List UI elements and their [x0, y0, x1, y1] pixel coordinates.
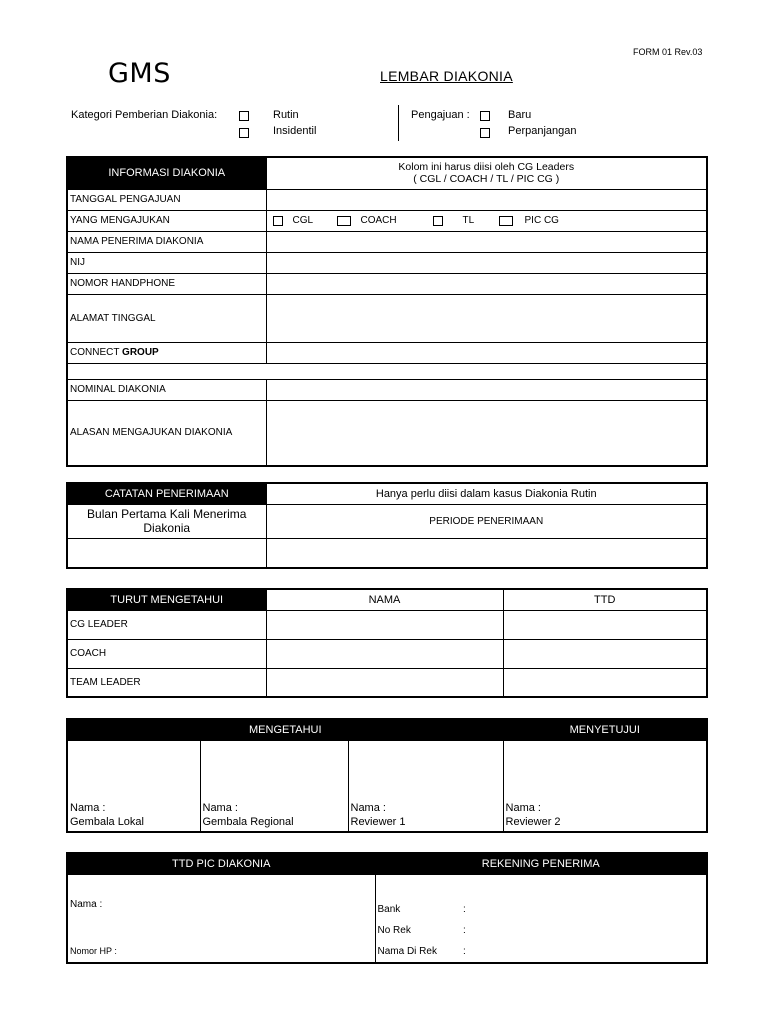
insidentil-checkbox[interactable]: [239, 128, 249, 138]
nama-penerima-field[interactable]: [266, 231, 707, 252]
page-title: LEMBAR DIAKONIA: [380, 68, 513, 84]
bulan-pertama-label: Bulan Pertama Kali Menerima Diakonia: [67, 504, 266, 538]
nij-label: NIJ: [67, 252, 266, 273]
gembala-lokal-sign[interactable]: Nama : Gembala Lokal: [67, 740, 200, 832]
nominal-field[interactable]: [266, 379, 707, 400]
bulan-pertama-field[interactable]: [67, 538, 266, 568]
catatan-table: [66, 482, 708, 569]
informasi-header: INFORMASI DIAKONIA: [67, 157, 266, 189]
catatan-header: CATATAN PENERIMAAN: [67, 483, 266, 504]
connect-group-label: CONNECT GROUP: [67, 342, 266, 363]
nomor-hp-label: NOMOR HANDPHONE: [67, 273, 266, 294]
connect-group-field[interactable]: [266, 342, 707, 363]
coach-ttd-field[interactable]: [503, 639, 707, 668]
nama-penerima-label: NAMA PENERIMA DIAKONIA: [67, 231, 266, 252]
coach-checkbox[interactable]: [337, 216, 351, 226]
alasan-label: ALASAN MENGAJUKAN DIAKONIA: [67, 400, 266, 466]
perpanjangan-checkbox[interactable]: [480, 128, 490, 138]
team-leader-nama-field[interactable]: [266, 668, 503, 697]
tanggal-field[interactable]: [266, 189, 707, 210]
turut-header: TURUT MENGETAHUI: [67, 589, 266, 610]
spacer-row: [67, 363, 707, 379]
turut-table: [66, 588, 708, 698]
pic-cg-checkbox[interactable]: [499, 216, 513, 226]
rutin-checkbox[interactable]: [239, 111, 249, 121]
baru-label: Baru: [508, 109, 532, 121]
informasi-table: [66, 156, 708, 467]
form-code: FORM 01 Rev.03: [633, 47, 703, 57]
reviewer-1-sign[interactable]: Nama : Reviewer 1: [348, 740, 503, 832]
team-leader-ttd-field[interactable]: [503, 668, 707, 697]
bank-colon: :: [463, 903, 466, 915]
pengajuan-label: Pengajuan :: [411, 109, 470, 121]
pic-cg-label: PIC CG: [524, 215, 559, 226]
team-leader-label: TEAM LEADER: [67, 668, 266, 697]
nij-field[interactable]: [266, 252, 707, 273]
nominal-label: NOMINAL DIAKONIA: [67, 379, 266, 400]
cgl-label: CGL: [292, 215, 314, 226]
menyetujui-header: MENYETUJUI: [503, 719, 707, 740]
pic-table: [66, 852, 708, 964]
coach-nama-field[interactable]: [266, 639, 503, 668]
tanggal-label: TANGGAL PENGAJUAN: [67, 189, 266, 210]
alamat-field[interactable]: [266, 294, 707, 342]
cgl-checkbox[interactable]: [273, 216, 283, 226]
nama-column-header: NAMA: [266, 589, 503, 610]
reviewer-2-sign[interactable]: Nama : Reviewer 2: [503, 740, 707, 832]
no-rek-label: No Rek: [377, 924, 411, 936]
approval-table: [66, 718, 708, 833]
rekening-values[interactable]: [461, 874, 707, 963]
alasan-field[interactable]: [266, 400, 707, 466]
cg-leader-label: CG LEADER: [67, 610, 266, 639]
coach-label: COACH: [360, 215, 397, 226]
pic-nama-label: Nama :: [70, 898, 103, 910]
baru-checkbox[interactable]: [480, 111, 490, 121]
cg-leader-ttd-field[interactable]: [503, 610, 707, 639]
coach-label: COACH: [67, 639, 266, 668]
perpanjangan-label: Perpanjangan: [508, 125, 577, 137]
ttd-pic-header: TTD PIC DIAKONIA: [67, 853, 375, 874]
bank-label: Bank: [377, 903, 401, 915]
nama-rek-colon: :: [463, 945, 466, 957]
periode-label: PERIODE PENERIMAAN: [266, 504, 707, 538]
pic-sign-field[interactable]: [67, 874, 375, 963]
nomor-hp-field[interactable]: [266, 273, 707, 294]
pic-hp-label: Nomor HP :: [70, 945, 117, 956]
mengetahui-header: MENGETAHUI: [67, 719, 503, 740]
catatan-note: Hanya perlu diisi dalam kasus Diakonia Rutin: [266, 483, 707, 504]
alamat-label: ALAMAT TINGGAL: [67, 294, 266, 342]
gembala-regional-sign[interactable]: Nama : Gembala Regional: [200, 740, 348, 832]
no-rek-colon: :: [463, 924, 466, 936]
periode-field[interactable]: [266, 538, 707, 568]
yang-mengajukan-field: [266, 210, 707, 231]
gms-logo: GMS: [108, 58, 171, 89]
rutin-label: Rutin: [273, 109, 299, 121]
tl-label: TL: [462, 215, 475, 226]
divider: [398, 105, 399, 141]
ttd-column-header: TTD: [503, 589, 707, 610]
kategori-label: Kategori Pemberian Diakonia:: [71, 109, 218, 121]
cg-leader-nama-field[interactable]: [266, 610, 503, 639]
informasi-note: Kolom ini harus diisi oleh CG Leaders ( CGL / COACH / TL / PIC CG ): [266, 157, 707, 189]
insidentil-label: Insidentil: [273, 125, 317, 137]
yang-mengajukan-label: YANG MENGAJUKAN: [67, 210, 266, 231]
nama-rek-label: Nama Di Rek: [377, 945, 437, 957]
rekening-header: REKENING PENERIMA: [375, 853, 707, 874]
tl-checkbox[interactable]: [433, 216, 443, 226]
rekening-labels: [375, 874, 461, 963]
